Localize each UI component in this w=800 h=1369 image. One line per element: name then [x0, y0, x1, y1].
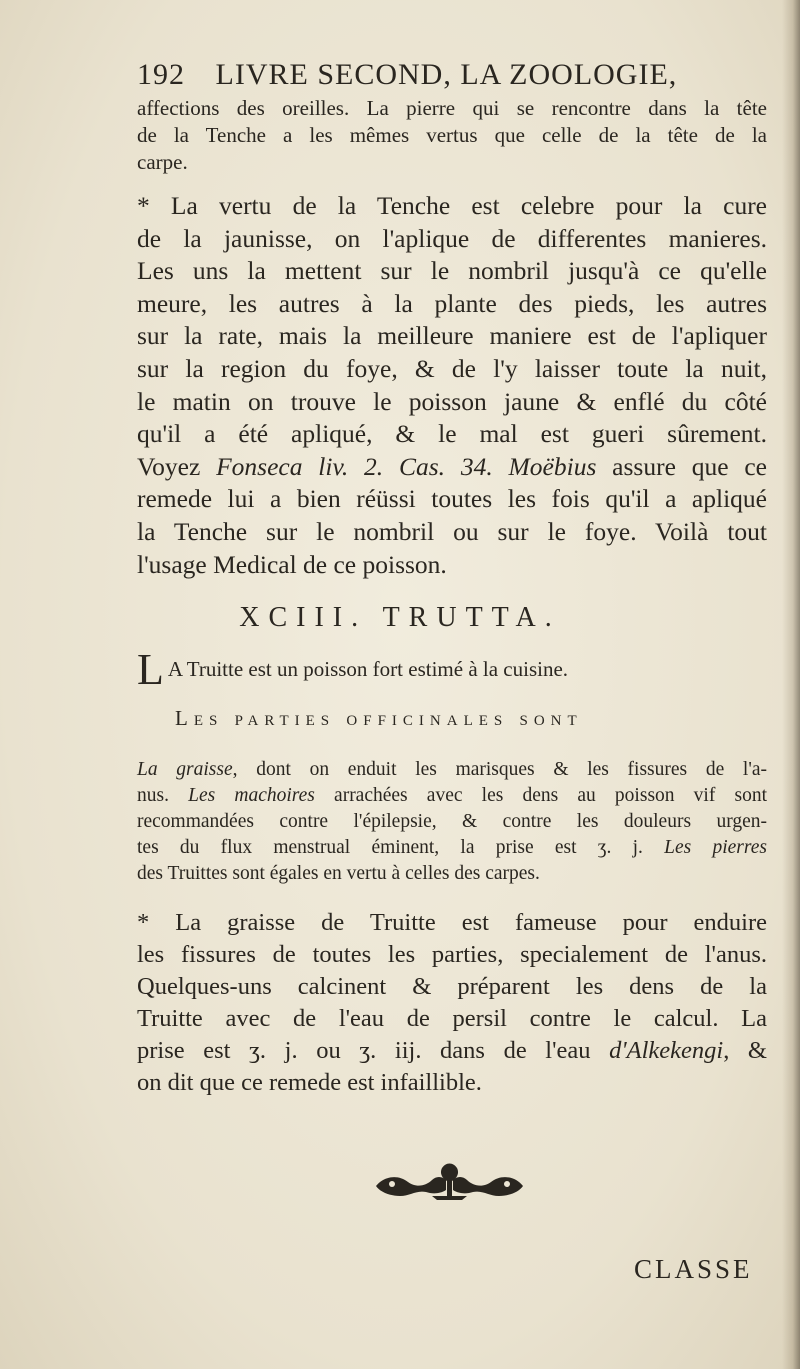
- text-span: tes du flux menstrual éminent, la prise est ʒ. j.: [137, 837, 665, 858]
- term-machoires: Les machoires: [188, 785, 315, 806]
- text-span: , dont on enduit les marisques & les fissures de l'a-: [232, 759, 768, 780]
- section-title: XCIII. TRUTTA.: [239, 602, 561, 633]
- text-span: prise est ʒ. j. ou ʒ. iij. dans de l'eau: [137, 1037, 610, 1064]
- paragraph-trout-parts: [137, 757, 767, 887]
- running-header: [137, 58, 737, 98]
- running-title: LIVRE SECOND, LA ZOOLOGIE,: [215, 58, 678, 91]
- text-line: l'usage Medical de ce poisson.: [137, 549, 447, 579]
- term-alkekengi: d'Alkekengi: [609, 1037, 724, 1064]
- text-line: de la Tenche a les mêmes vertus que celle de la tête de la: [137, 123, 767, 147]
- text-line: des Truittes sont égales en vertu à celles des carpes.: [137, 863, 540, 884]
- paragraph-tench-stone: [137, 95, 767, 176]
- intro-text: A Truitte est un poisson fort estimé à la cuisine.: [167, 657, 569, 681]
- text-line: qu'il a été apliqué, & le mal est gueri sûrement.: [137, 419, 767, 449]
- text-line: Les uns la mettent sur le nombril jusqu'à ce qu'elle: [137, 256, 767, 286]
- text-line: sur la region du foye, & de l'y laisser toute la nuit,: [137, 353, 767, 383]
- text-line: la Tenche sur le nombril ou sur le foye. Voilà tout: [137, 516, 767, 546]
- term-pierres: Les pierres: [664, 837, 768, 858]
- text-line-reference: [137, 451, 767, 484]
- text-line: de la jaunisse, on l'aplique de differentes manieres.: [137, 223, 767, 253]
- ref-gap: [493, 452, 509, 481]
- intro-line: [137, 645, 697, 694]
- text-line: [137, 757, 767, 783]
- catchword: CLASSE: [634, 1254, 753, 1284]
- text-line: [137, 835, 767, 861]
- text-span: nus.: [137, 785, 189, 806]
- ref-fonseca: Fonseca liv. 2. Cas. 34.: [216, 451, 493, 481]
- paragraph-tench-jaundice: [137, 190, 767, 581]
- ref-moebius: Moëbius: [508, 451, 597, 481]
- officinal-parts-heading: Les parties officinales sont: [175, 706, 583, 730]
- text-line: recommandées contre l'épilepsie, & contre les douleurs urgen-: [137, 811, 767, 832]
- text-span: arrachées avec les dens au poisson vif sont: [314, 785, 768, 806]
- text-line: les fissures de toutes les parties, specialement de l'anus.: [137, 941, 767, 968]
- text-line: affections des oreilles. La pierre qui se rencontre dans la tête: [137, 96, 767, 120]
- term-graisse: La graisse: [137, 759, 233, 780]
- drop-cap: L: [137, 645, 164, 694]
- text-line: * La vertu de la Tenche est celebre pour la cure: [137, 191, 767, 220]
- text-line: on dit que ce remede est infaillible.: [137, 1069, 482, 1096]
- text-span: , &: [723, 1037, 767, 1064]
- printers-ornament-icon: [372, 1160, 527, 1202]
- page-spine-shadow: [782, 0, 800, 1369]
- text-line: [137, 1035, 767, 1067]
- text-line: carpe.: [137, 150, 188, 174]
- page-number: 192: [137, 58, 185, 91]
- text-line: sur la rate, mais la meilleure maniere est de l'apliquer: [137, 321, 767, 351]
- ref-prefix: Voyez: [137, 451, 217, 481]
- text-line: le matin on trouve le poisson jaune & enflé du côté: [137, 386, 767, 416]
- text-line: Truitte avec de l'eau de persil contre le calcul. La: [137, 1005, 767, 1032]
- text-line: * La graisse de Truitte est fameuse pour enduire: [137, 909, 767, 936]
- text-line: [137, 783, 767, 809]
- text-line: remede lui a bien réüssi toutes les fois qu'il a apliqué: [137, 484, 767, 514]
- text-line: meure, les autres à la plante des pieds, les autres: [137, 288, 767, 318]
- paragraph-trout-grease: [137, 907, 767, 1099]
- ref-suffix: assure que ce: [596, 451, 767, 481]
- text-line: Quelques-uns calcinent & préparent les dens de la: [137, 973, 767, 1000]
